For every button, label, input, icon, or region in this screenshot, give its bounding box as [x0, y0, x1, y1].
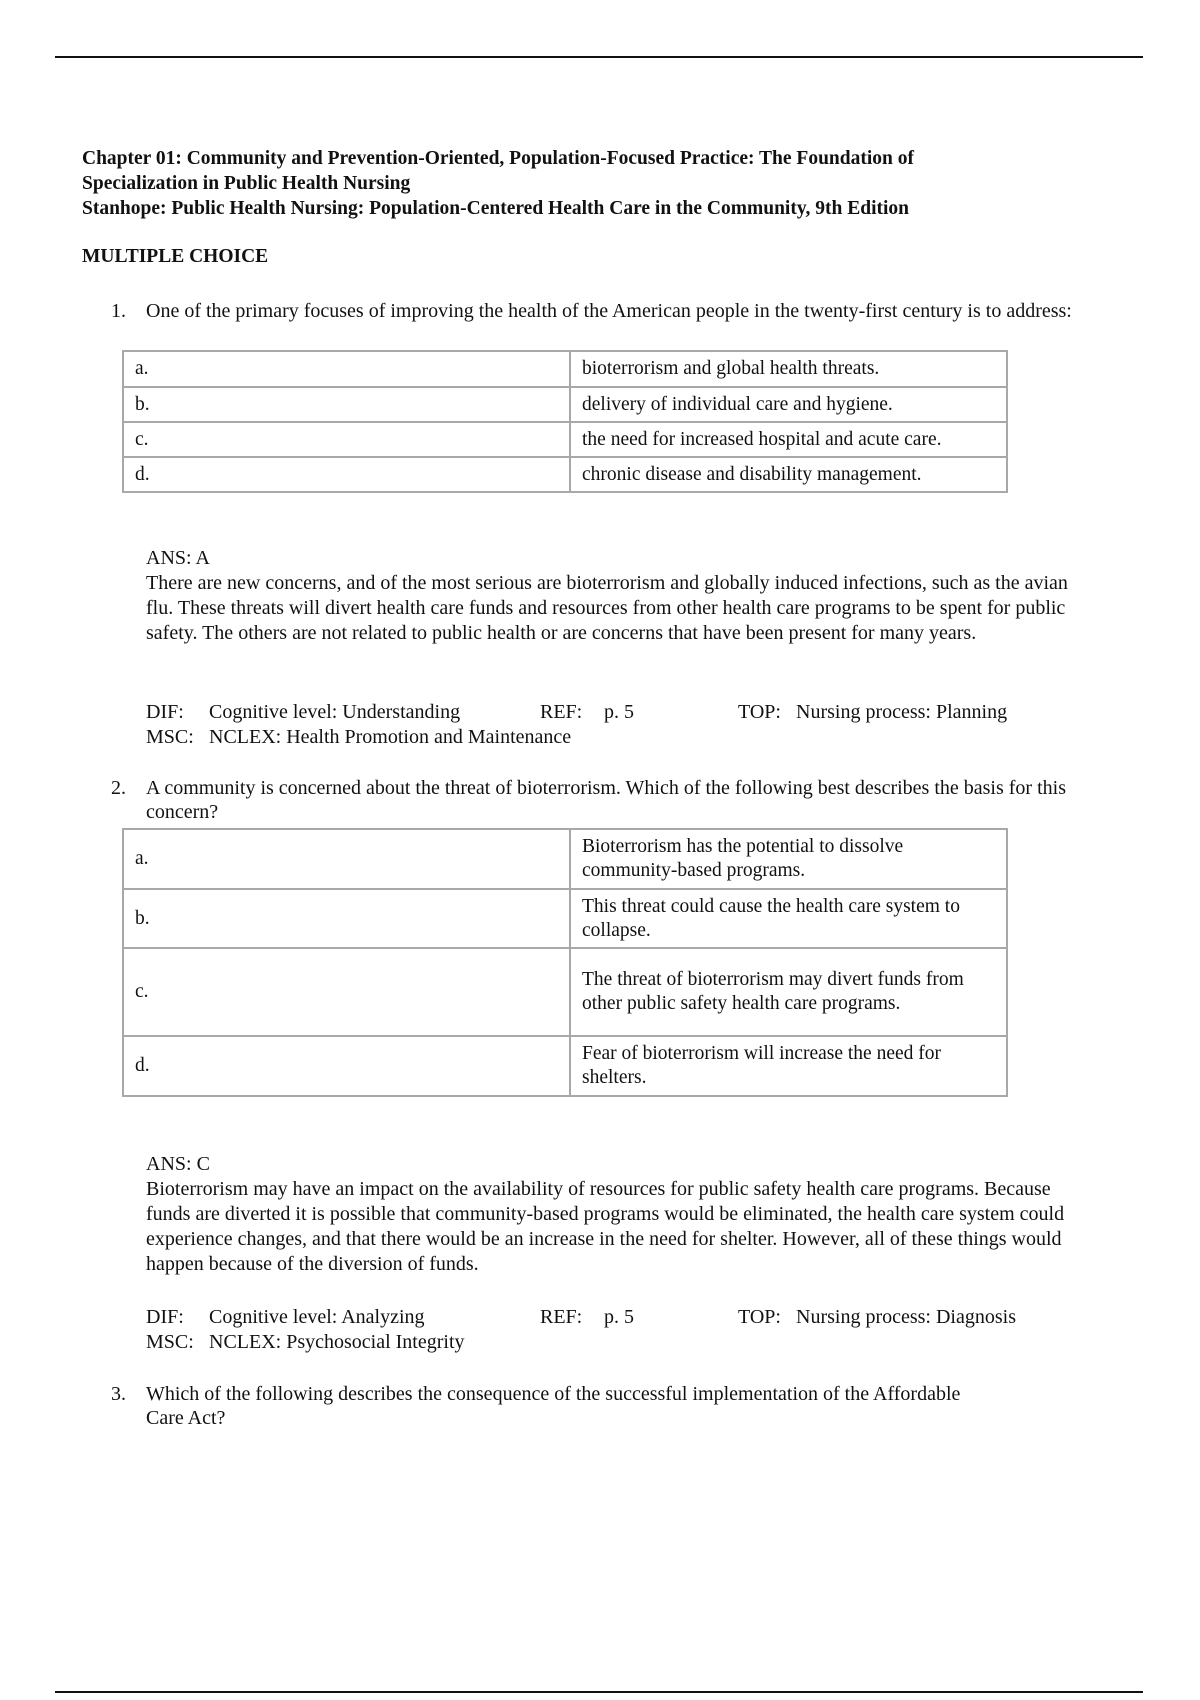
choice-letter: c. [123, 948, 570, 1036]
dif-value: Cognitive level: Understanding [209, 701, 461, 723]
question-stem: A community is concerned about the threat of bioterrorism. Which of the following best describes the basis for this concern? [146, 777, 1066, 823]
dif-label: DIF: [146, 1306, 184, 1328]
choice-letter: a. [123, 351, 570, 387]
choice-text: The threat of bioterrorism may divert funds from other public safety health care programs. [570, 948, 1007, 1036]
choice-letter: c. [123, 422, 570, 457]
top-value: Nursing process: Diagnosis [796, 1306, 1016, 1328]
choice-row [123, 457, 1007, 492]
top-value: Nursing process: Planning [796, 701, 1008, 723]
answer-rationale: Bioterrorism may have an impact on the availability of resources for public safety health care programs. Because funds are diverted it is possible that community-based programs would be eliminated, the health care system could experience changes, and that there would be an increase in the need for shelter. However, all of these things would happen because of the diversion of funds. [146, 1178, 1065, 1275]
top-rule [55, 56, 1143, 58]
dif-value: Cognitive level: Analyzing [209, 1306, 425, 1328]
question-metadata-2 [146, 1305, 1086, 1355]
ref-label: REF: [540, 1306, 583, 1328]
choice-row [123, 948, 1007, 1036]
chapter-title-line-1: Chapter 01: Community and Prevention-Oriented, Population-Focused Practice: The Foundation of [82, 148, 914, 169]
msc-label: MSC: [146, 726, 194, 748]
question-number: 3. [111, 1383, 126, 1405]
choice-row [123, 1036, 1007, 1096]
choice-letter: d. [123, 1036, 570, 1096]
choice-letter: b. [123, 889, 570, 948]
question-number: 2. [111, 777, 126, 799]
chapter-title-line-2: Specialization in Public Health Nursing [82, 173, 411, 194]
top-label: TOP: [738, 1306, 781, 1328]
choice-letter: d. [123, 457, 570, 492]
section-title: MULTIPLE CHOICE [82, 246, 269, 267]
question-number: 1. [111, 300, 126, 322]
answer-block-2 [146, 1152, 1086, 1277]
choice-row [123, 351, 1007, 387]
choices-table [122, 350, 1008, 493]
msc-value: NCLEX: Psychosocial Integrity [209, 1331, 465, 1353]
choice-row [123, 422, 1007, 457]
ref-value: p. 5 [604, 1306, 634, 1328]
choice-text: Fear of bioterrorism will increase the need for shelters. [570, 1036, 1007, 1096]
choice-text: chronic disease and disability management. [570, 457, 1007, 492]
question-metadata-1 [146, 700, 1086, 750]
choice-letter: b. [123, 387, 570, 422]
choice-letter: a. [123, 829, 570, 889]
bottom-rule [55, 1691, 1143, 1693]
question-stem: Which of the following describes the consequence of the successful implementation of the Affordable Care Act? [146, 1383, 961, 1429]
document-header [82, 146, 1082, 221]
answer-key: ANS: A [146, 547, 210, 569]
choice-row [123, 387, 1007, 422]
ref-label: REF: [540, 701, 583, 723]
answer-rationale: There are new concerns, and of the most serious are bioterrorism and globally induced infections, such as the avian flu. These threats will divert health care funds and resources from other health care programs to be spent for public safety. The others are not related to public health or are concerns that have been present for many years. [146, 572, 1068, 644]
choice-text: the need for increased hospital and acute care. [570, 422, 1007, 457]
choice-row [123, 829, 1007, 889]
ref-value: p. 5 [604, 701, 634, 723]
choice-text: delivery of individual care and hygiene. [570, 387, 1007, 422]
answer-key: ANS: C [146, 1153, 210, 1175]
question-stem: One of the primary focuses of improving the health of the American people in the twenty-first century is to address: [146, 300, 1072, 322]
choice-text: bioterrorism and global health threats. [570, 351, 1007, 387]
book-title: Stanhope: Public Health Nursing: Population-Centered Health Care in the Community, 9th Edition [82, 198, 910, 219]
dif-label: DIF: [146, 701, 184, 723]
msc-label: MSC: [146, 1331, 194, 1353]
choice-text: This threat could cause the health care system to collapse. [570, 889, 1007, 948]
answer-block-1 [146, 546, 1086, 646]
msc-value: NCLEX: Health Promotion and Maintenance [209, 726, 572, 748]
choices-table [122, 828, 1008, 1097]
choice-text: Bioterrorism has the potential to dissolve community-based programs. [570, 829, 1007, 889]
top-label: TOP: [738, 701, 781, 723]
choice-row [123, 889, 1007, 948]
